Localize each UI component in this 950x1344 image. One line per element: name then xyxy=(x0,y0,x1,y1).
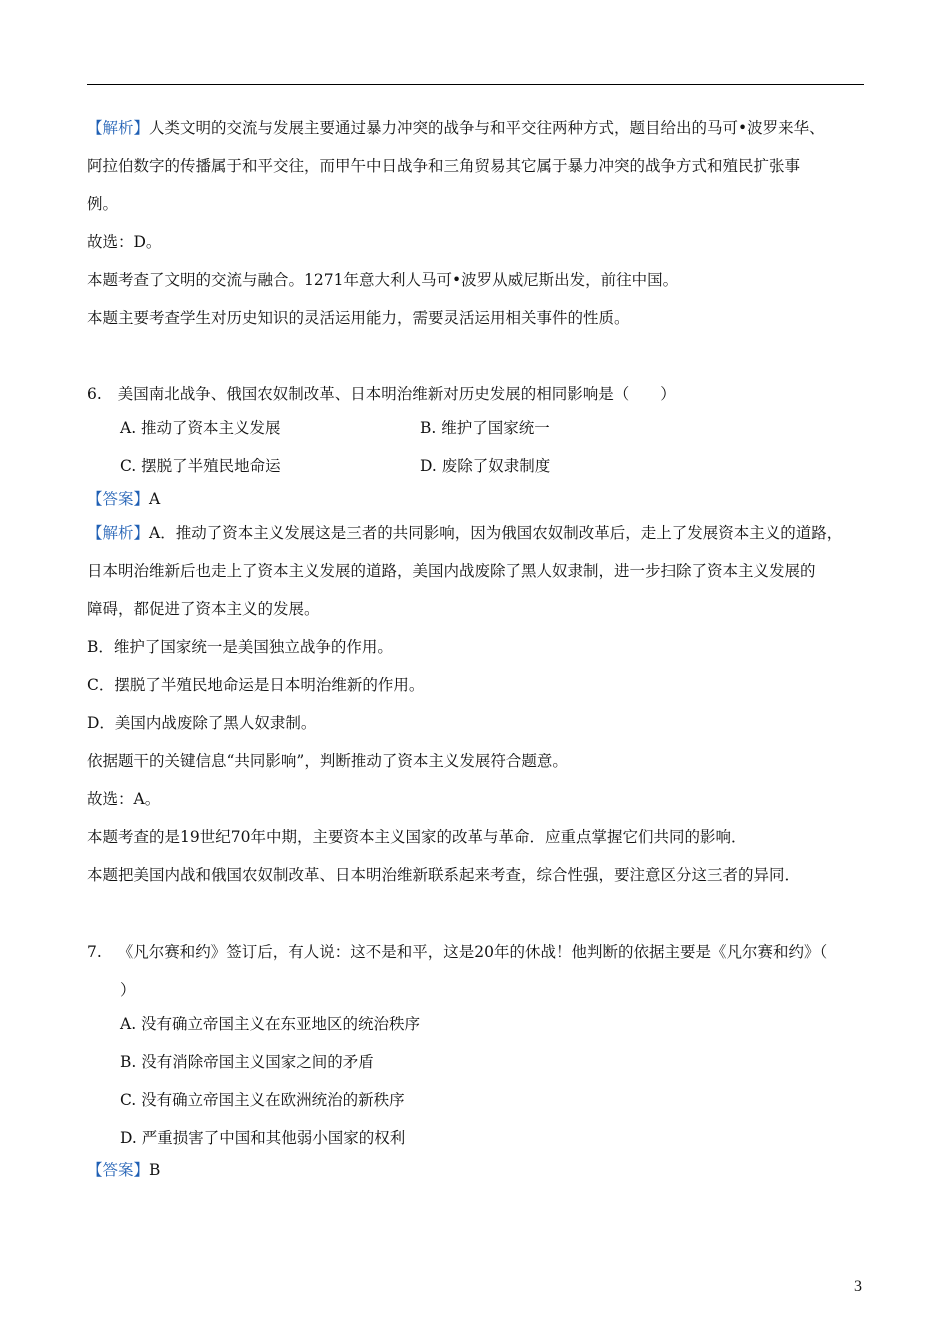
q6-stem: 6. 美国南北战争、俄国农奴制改革、日本明治维新对历史发展的相同影响是（ ） xyxy=(87,385,676,403)
q7-number: 7. xyxy=(87,943,102,961)
q7-stem: 7. 《凡尔赛和约》签订后，有人说：这不是和平，这是20年的休战！他判断的依据主要是《凡尔赛和约》（ xyxy=(87,943,828,961)
q6-analysis-line-4: B．维护了国家统一是美国独立战争的作用。 xyxy=(87,638,393,656)
answer-tag: 【答案】 xyxy=(87,1161,150,1179)
analysis-tag: 【解析】 xyxy=(87,524,150,542)
q5-note-2: 本题主要考查学生对历史知识的灵活运用能力，需要灵活运用相关事件的性质。 xyxy=(87,309,630,327)
q6-analysis-line-10: 本题把美国内战和俄国农奴制改革、日本明治维新联系起来考查，综合性强，要注意区分这三者的异同． xyxy=(87,866,801,884)
q7-option-b: B. 没有消除帝国主义国家之间的矛盾 xyxy=(120,1053,374,1071)
header-rule xyxy=(87,84,864,85)
q6-option-c: C. 摆脱了半殖民地命运 xyxy=(120,457,281,475)
q6-analysis-line-3: 障碍，都促进了资本主义的发展。 xyxy=(87,600,320,618)
q7-option-d: D. 严重损害了中国和其他弱小国家的权利 xyxy=(120,1129,406,1147)
q6-analysis-line-8: 故选：A。 xyxy=(87,790,161,808)
q5-choose: 故选：D。 xyxy=(87,233,162,251)
q5-note-1: 本题考查了文明的交流与融合。1271年意大利人马可•波罗从威尼斯出发，前往中国。 xyxy=(87,271,679,289)
q7-option-c: C. 没有确立帝国主义在欧洲统治的新秩序 xyxy=(120,1091,405,1109)
q5-analysis-line-2: 阿拉伯数字的传播属于和平交往，而甲午中日战争和三角贸易其它属于暴力冲突的战争方式和殖民扩张事 xyxy=(87,157,801,175)
q6-analysis-line-7: 依据题干的关键信息“共同影响”，判断推动了资本主义发展符合题意。 xyxy=(87,752,568,770)
q7-answer: 【答案】B xyxy=(87,1161,161,1179)
q5-analysis-line-1: 【解析】人类文明的交流与发展主要通过暴力冲突的战争与和平交往两种方式，题目给出的马可•波罗来华、 xyxy=(87,119,825,137)
q6-option-d: D. 废除了奴隶制度 xyxy=(420,457,551,475)
q5-analysis-line-3: 例。 xyxy=(87,195,119,213)
analysis-tag: 【解析】 xyxy=(87,119,150,137)
q6-option-b: B. 维护了国家统一 xyxy=(420,419,550,437)
q6-analysis-line-5: C．摆脱了半殖民地命运是日本明治维新的作用。 xyxy=(87,676,425,694)
q6-number: 6. xyxy=(87,385,102,403)
q6-analysis-line-2: 日本明治维新后也走上了资本主义发展的道路，美国内战废除了黑人奴隶制，进一步扫除了资本主义发展的 xyxy=(87,562,816,580)
q7-stem-continuation: ） xyxy=(120,981,136,999)
q6-answer: 【答案】A xyxy=(87,490,161,508)
q6-analysis-line-9: 本题考查的是19世纪70年中期，主要资本主义国家的改革与革命．应重点掌握它们共同的影响． xyxy=(87,828,747,846)
q6-option-a: A. 推动了资本主义发展 xyxy=(120,419,281,437)
page-number: 3 xyxy=(854,1278,862,1295)
answer-tag: 【答案】 xyxy=(87,490,150,508)
q6-analysis-line-1: 【解析】A．推动了资本主义发展这是三者的共同影响，因为俄国农奴制改革后，走上了发展资本主义的道路， xyxy=(87,524,843,542)
q6-analysis-line-6: D．美国内战废除了黑人奴隶制。 xyxy=(87,714,317,732)
q7-option-a: A. 没有确立帝国主义在东亚地区的统治秩序 xyxy=(120,1015,421,1033)
